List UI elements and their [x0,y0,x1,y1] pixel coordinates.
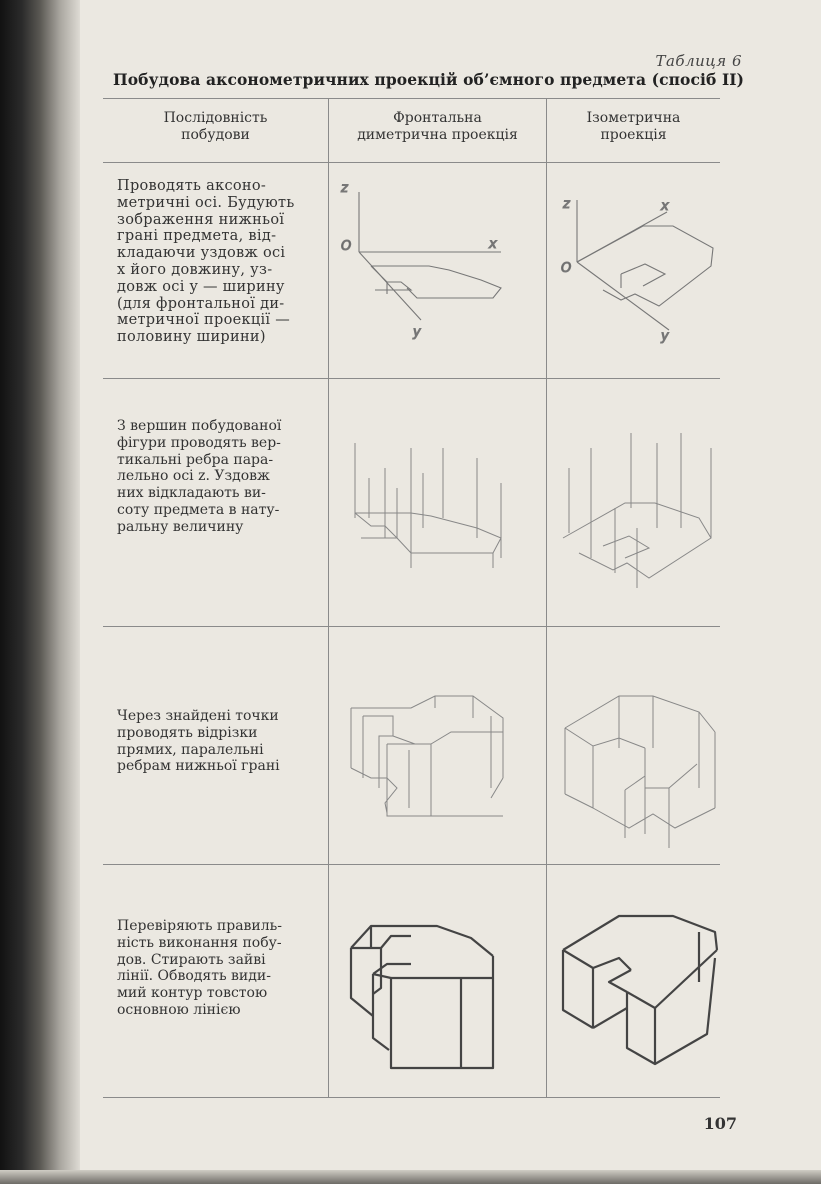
row-4-isometric-drawing [549,878,719,1088]
row-4-dimetric-drawing [331,878,543,1088]
table-col-divider-1 [328,98,329,1098]
table-rule-row2 [103,626,720,627]
header-sequence [103,110,328,144]
axis-origin-label-iso: O [561,261,572,276]
row-1-dimetric-drawing [331,170,543,375]
table-title: Побудова аксонометричних проекцій об’ємного предмета (спосіб II) [113,70,745,89]
table-rule-bottom [103,1097,720,1098]
row-4-text: Перевіряють правиль- ність виконання побу- дов. Стирають зайві лінії. Обводять види- мий контур товстою основною лінією [117,918,282,1018]
axis-origin-label: O [341,239,352,254]
table-rule-row1 [103,378,720,379]
table-rule-top [103,98,720,99]
table-caption: Таблиця 6 [655,52,742,70]
construction-table [103,98,720,1098]
header-dimetric-label: Фронтальна диметрична проекція [357,110,518,143]
row-3-dimetric-drawing [331,638,543,858]
table-rule-row3 [103,864,720,865]
row-2-isometric-drawing [549,388,719,618]
axis-z-label: z [341,181,348,196]
page-edge [0,1170,821,1184]
row-3-isometric-drawing [549,638,719,858]
axis-y-label: y [413,325,421,340]
row-1-isometric-drawing [549,170,719,375]
page-number: 107 [703,1114,737,1133]
row-2-dimetric-drawing [331,388,543,618]
header-sequence-label: Послідовність побудови [163,110,268,143]
row-2-text: З вершин побудованої фігури проводять вер- тикальні ребра пара- лельно осі z. Уздовж них відкладають ви- соту предмета в нату- ральну величину [117,418,282,535]
header-dimetric [329,110,546,144]
axis-z-label-iso: z [563,197,570,212]
header-isometric-label: Ізометрична проекція [586,110,681,143]
axis-y-label-iso: y [661,329,669,344]
row-1-text: Проводять аксоно- метричні осі. Будують зображення нижньої грані предмета, від- кладаючи уздовж осі x його довжину, уз- довж осі y — ширину (для фронтальної ди- метричної проекції — половину ширини) [117,178,295,346]
axis-x-label-iso: x [661,199,669,214]
header-isometric [547,110,720,144]
row-3-text: Через знайдені точки проводять відрізки прямих, паралельні ребрам нижньої грані [117,708,280,775]
axis-x-label: x [489,237,497,252]
table-rule-header [103,162,720,163]
table-col-divider-2 [546,98,547,1098]
